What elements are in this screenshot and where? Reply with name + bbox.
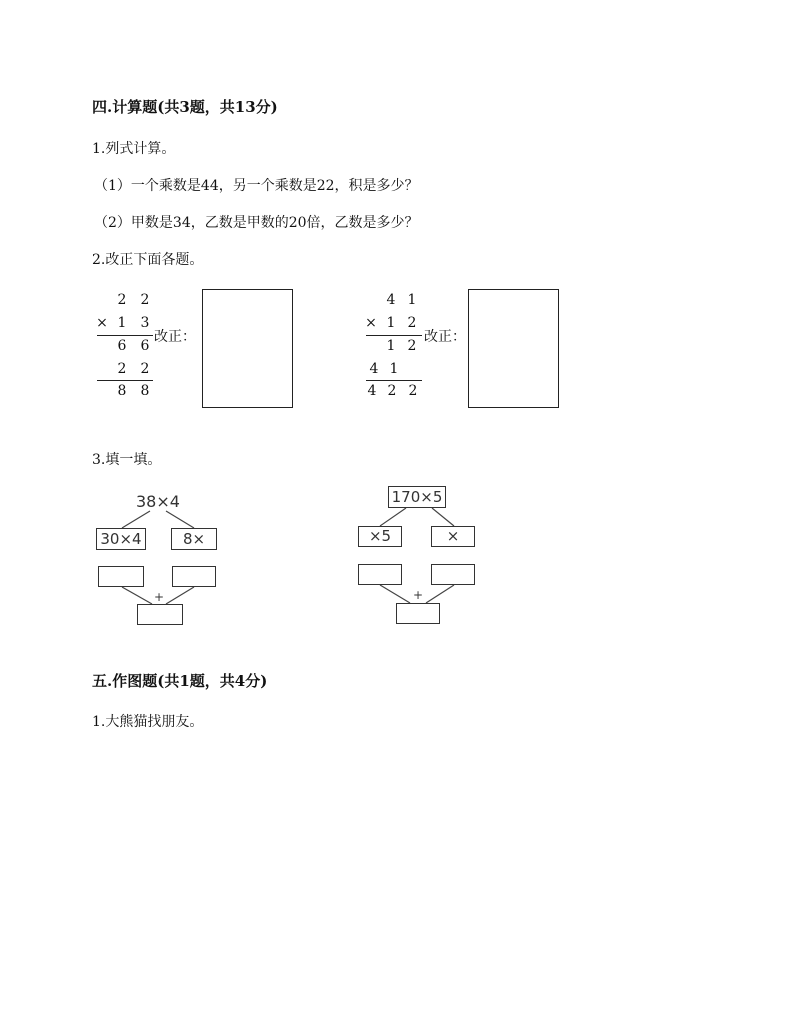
calc-digit: 1 [386, 338, 396, 354]
calc-digit: 2 [387, 383, 397, 399]
calc-times-sign: × [365, 315, 377, 331]
calc-digit: 8 [117, 383, 127, 399]
connector-line [432, 508, 454, 526]
calc-digit: 6 [117, 338, 127, 354]
connector-line [166, 511, 194, 528]
section-5-heading: 五.作图题(共1题，共4分) [92, 672, 268, 690]
diagram-box-split-a: 30×4 [96, 528, 146, 550]
question-1-title: 1.列式计算。 [92, 141, 176, 157]
diagram-answer-box[interactable] [98, 566, 144, 587]
calc-digit: 2 [117, 292, 127, 308]
correct-label-left: 改正： [154, 329, 196, 345]
connector-line [426, 585, 454, 603]
calc-digit: 1 [386, 315, 396, 331]
diagram-answer-box[interactable] [358, 564, 402, 585]
diagram-top-expression: 170×5 [388, 486, 446, 508]
calc-digit: 2 [117, 361, 127, 377]
calc-digit: 3 [140, 315, 150, 331]
connector-line [166, 587, 194, 604]
diagram-total-box[interactable] [137, 604, 183, 625]
section-5-question-1-title: 1.大熊猫找朋友。 [92, 714, 204, 730]
calc-digit: 2 [140, 292, 150, 308]
connector-line [380, 585, 410, 603]
diagram-top-expression: 38×4 [136, 492, 180, 511]
diagram-box-split-a[interactable]: ×5 [358, 526, 402, 547]
section-4-heading: 四.计算题(共3题，共13分) [92, 98, 278, 116]
calc-digit: 1 [389, 361, 399, 377]
connector-line [122, 587, 152, 604]
calc-times-sign: × [96, 315, 108, 331]
connector-line [122, 511, 150, 528]
calc-digit: 2 [408, 383, 418, 399]
calc-digit: 8 [140, 383, 150, 399]
plus-sign: + [154, 590, 165, 604]
calc-digit: 2 [140, 361, 150, 377]
calc-digit: 6 [140, 338, 150, 354]
calc-digit: 4 [386, 292, 396, 308]
question-2-title: 2.改正下面各题。 [92, 252, 204, 268]
calc-digit: 2 [407, 338, 417, 354]
correct-label-right: 改正： [424, 329, 466, 345]
calc-digit: 2 [407, 315, 417, 331]
calc-digit: 1 [117, 315, 127, 331]
plus-sign: + [413, 588, 424, 602]
calc-digit: 1 [407, 292, 417, 308]
question-1-sub-1: （1）一个乘数是44，另一个乘数是22，积是多少？ [94, 178, 419, 194]
connector-line [380, 508, 406, 526]
diagram-box-split-b[interactable]: 8× [171, 528, 217, 550]
diagram-answer-box[interactable] [431, 564, 475, 585]
diagram-box-split-b[interactable]: × [431, 526, 475, 547]
question-3-title: 3.填一填。 [92, 452, 162, 468]
diagram-total-box[interactable] [396, 603, 440, 624]
calc-digit: 4 [369, 361, 379, 377]
diagram-answer-box[interactable] [172, 566, 216, 587]
calc-digit: 4 [367, 383, 377, 399]
question-1-sub-2: （2）甲数是34，乙数是甲数的20倍，乙数是多少？ [94, 215, 419, 231]
